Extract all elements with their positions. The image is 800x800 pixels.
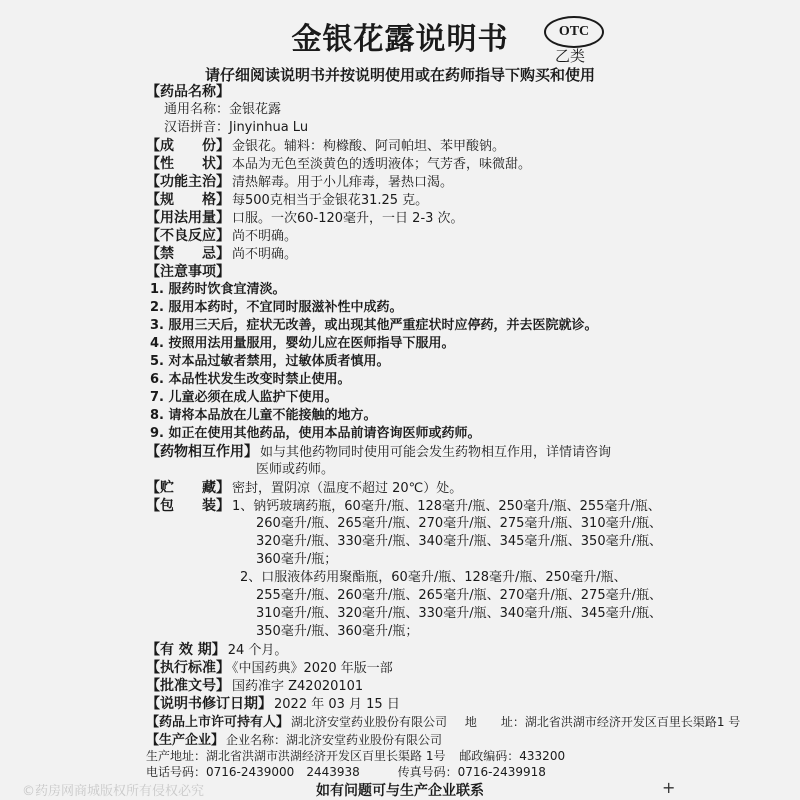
precaution-item: 5. 对本品过敏者禁用，过敏体质者慎用。	[150, 354, 390, 369]
usage-text: 口服。一次60-120毫升，一日 2-3 次。	[232, 211, 464, 226]
precaution-item: 2. 服用本药时，不宜同时服滋补性中成药。	[150, 300, 403, 315]
manufacturer-company: 企业名称：湖北济安堂药业股份有限公司	[226, 733, 443, 747]
pinyin-name: 汉语拼音：Jinyinhua Lu	[164, 120, 309, 135]
generic-name: 通用名称：金银花露	[164, 102, 282, 117]
drug-name-header: 【药品名称】	[146, 84, 230, 100]
storage-label: 【贮 藏】	[146, 480, 230, 496]
holder-address: 地 址：湖北省洪湖市经济开发区百里长渠路1 号	[464, 715, 741, 729]
manufacturer-header: 【生产企业】	[146, 733, 225, 748]
contra-text: 尚不明确。	[232, 247, 298, 262]
adverse-row	[146, 228, 297, 245]
package-line: 310毫升/瓶、320毫升/瓶、330毫升/瓶、340毫升/瓶、345毫升/瓶、	[256, 606, 662, 621]
adverse-label: 【不良反应】	[146, 228, 230, 244]
precaution-item: 1. 服药时饮食宜清淡。	[150, 282, 286, 297]
adverse-text: 尚不明确。	[232, 229, 298, 244]
indication-row	[146, 174, 453, 191]
contra-label: 【禁 忌】	[146, 246, 230, 262]
composition-label: 【成 份】	[146, 138, 230, 154]
storage-text: 密封，置阴凉（温度不超过 20℃）处。	[232, 481, 463, 496]
indication-label: 【功能主治】	[146, 174, 230, 190]
spec-row	[146, 192, 428, 209]
spec-text: 每500克相当于金银花31.25 克。	[232, 193, 429, 208]
precautions-header: 【注意事项】	[146, 264, 230, 280]
interaction-text: 如与其他药物同时使用可能会发生药物相互作用，详情请咨询	[260, 445, 612, 460]
manufacturer-postcode: 邮政编码：433200	[459, 749, 566, 763]
spec-label: 【规 格】	[146, 192, 230, 208]
character-text: 本品为无色至淡黄色的透明液体；气芳香，味微甜。	[232, 157, 532, 172]
manufacturer-row	[146, 732, 442, 749]
validity-label: 【有 效 期】	[146, 642, 226, 658]
otc-badge-icon: OTC	[544, 16, 604, 48]
interaction-text-cont: 医师或药师。	[256, 462, 335, 477]
otc-class-label: 乙类	[555, 47, 586, 65]
manufacturer-detail-row	[146, 748, 565, 764]
package-line: 260毫升/瓶、265毫升/瓶、270毫升/瓶、275毫升/瓶、310毫升/瓶、	[256, 516, 662, 531]
indication-text: 清热解毒。用于小儿痱毒，暑热口渴。	[232, 175, 454, 190]
contra-row	[146, 246, 297, 263]
package-line: 1、钠钙玻璃药瓶，60毫升/瓶、128毫升/瓶、250毫升/瓶、255毫升/瓶、	[232, 499, 661, 514]
holder-name: 湖北济安堂药业股份有限公司	[291, 715, 448, 729]
manufacturer-address: 生产地址：湖北省洪湖市洪湖经济开发区百里长渠路 1号	[146, 749, 446, 763]
manufacturer-fax: 传真号码：0716-2439918	[397, 765, 546, 779]
standard-text: 《中国药典》2020 年版一部	[232, 661, 393, 676]
package-line: 2、口服液体药用聚酯瓶，60毫升/瓶、128毫升/瓶、250毫升/瓶、	[240, 570, 627, 585]
precaution-item: 4. 按照用法用量服用，婴幼儿应在医师指导下服用。	[150, 336, 455, 351]
character-label: 【性 状】	[146, 156, 230, 172]
manufacturer-contact-row	[146, 764, 546, 780]
manufacturer-phone: 电话号码：0716-2439000 2443938	[146, 765, 360, 779]
holder-row	[146, 714, 740, 731]
package-row	[146, 498, 661, 515]
revision-text: 2022 年 03 月 15 日	[274, 697, 400, 712]
standard-row	[146, 660, 393, 677]
validity-row	[146, 642, 287, 659]
package-line: 360毫升/瓶；	[256, 552, 338, 567]
crop-mark-icon: +	[662, 778, 676, 797]
validity-text: 24 个月。	[227, 643, 288, 658]
package-line: 320毫升/瓶、330毫升/瓶、340毫升/瓶、345毫升/瓶、350毫升/瓶、	[256, 534, 662, 549]
precaution-item: 8. 请将本品放在儿童不能接触的地方。	[150, 408, 377, 423]
approval-label: 【批准文号】	[146, 678, 230, 694]
document-title: 金银花露说明书	[291, 22, 509, 57]
holder-label: 【药品上市许可持有人】	[146, 715, 290, 730]
approval-text: 国药准字 Z42020101	[232, 679, 364, 694]
character-row	[146, 156, 531, 173]
contact-note: 如有问题可与生产企业联系	[316, 783, 484, 799]
composition-row	[146, 138, 505, 155]
document-subtitle: 请仔细阅读说明书并按说明使用或在药师指导下购买和使用	[204, 66, 595, 84]
precaution-item: 3. 服用三天后，症状无改善，或出现其他严重症状时应停药，并去医院就诊。	[150, 318, 598, 333]
standard-label: 【执行标准】	[146, 660, 230, 676]
composition-text: 金银花。辅料：枸橼酸、阿司帕坦、苯甲酸钠。	[232, 139, 506, 154]
package-line: 255毫升/瓶、260毫升/瓶、265毫升/瓶、270毫升/瓶、275毫升/瓶、	[256, 588, 662, 603]
copyright-watermark: ©药房网商城版权所有侵权必究	[22, 784, 205, 799]
package-line: 350毫升/瓶、360毫升/瓶；	[256, 624, 419, 639]
revision-label: 【说明书修订日期】	[146, 696, 272, 712]
interaction-label: 【药物相互作用】	[146, 444, 258, 460]
precaution-item: 9. 如正在使用其他药品，使用本品前请咨询医师或药师。	[150, 426, 481, 441]
usage-row	[146, 210, 464, 227]
usage-label: 【用法用量】	[146, 210, 230, 226]
revision-row	[146, 696, 400, 713]
interaction-row	[146, 444, 611, 461]
package-label: 【包 装】	[146, 498, 230, 514]
storage-row	[146, 480, 462, 497]
approval-row	[146, 678, 363, 695]
precaution-item: 6. 本品性状发生改变时禁止使用。	[150, 372, 351, 387]
precaution-item: 7. 儿童必须在成人监护下使用。	[150, 390, 338, 405]
